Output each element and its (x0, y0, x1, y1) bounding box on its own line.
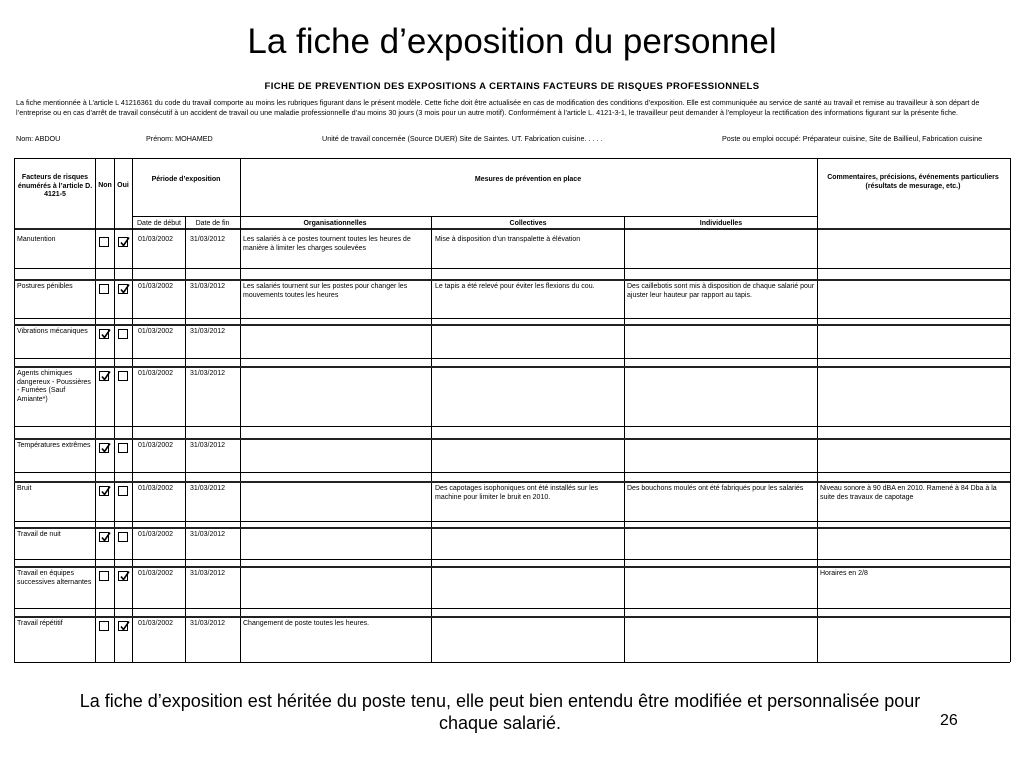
table-rule (95, 158, 96, 662)
table-rule (14, 358, 1010, 359)
checkbox-non[interactable] (99, 532, 109, 542)
table-rule (14, 616, 1010, 618)
row-facteur: Agents chimiques dangereux - Poussières - Fumées (Sauf Amiante*) (17, 370, 91, 403)
table-rule (132, 216, 817, 217)
table-rule (14, 559, 1010, 560)
slide-title: La fiche d’exposition du personnel (247, 22, 777, 61)
checkbox-non[interactable] (99, 621, 109, 631)
prenom-field: Prénom: MOHAMED (146, 134, 213, 143)
page-number: 26 (940, 712, 958, 729)
row-date-debut: 01/03/2002 (138, 283, 174, 290)
row-individuelles: Des caillebotis sont mis à disposition de chaque salarié pour ajuster leur hauteur par rapport au tapis. (627, 283, 815, 299)
table-rule (14, 472, 1010, 473)
row-organisationnelles: Les salariés à ce postes tournent toutes les heures de manière à limiter les charges soulevées (243, 236, 411, 252)
header-date-debut: Date de début (137, 220, 181, 227)
row-facteur: Travail de nuit (17, 531, 61, 538)
nom-field: Nom: ABDOU (16, 134, 61, 143)
row-commentaires: Niveau sonore à 90 dBA en 2010. Ramené à 84 Dba à la suite des travaux de capotage (820, 485, 997, 501)
checkbox-non[interactable] (99, 284, 109, 294)
row-date-fin: 31/03/2012 (190, 485, 226, 492)
row-date-fin: 31/03/2012 (190, 283, 226, 290)
checkbox-non[interactable] (99, 237, 109, 247)
form-title: FICHE DE PREVENTION DES EXPOSITIONS A CERTAINS FACTEURS DE RISQUES PROFESSIONNELS (264, 81, 760, 92)
table-rule (14, 521, 1010, 522)
row-date-fin: 31/03/2012 (190, 620, 226, 627)
row-date-fin: 31/03/2012 (190, 442, 226, 449)
row-organisationnelles: Changement de poste toutes les heures. (243, 620, 370, 627)
table-rule (14, 366, 1010, 368)
table-rule (14, 608, 1010, 609)
exposure-table (14, 158, 1010, 666)
checkbox-oui[interactable] (118, 486, 128, 496)
row-date-debut: 01/03/2002 (138, 370, 174, 377)
row-date-fin: 31/03/2012 (190, 531, 226, 538)
checkbox-non[interactable] (99, 486, 109, 496)
table-rule (14, 158, 15, 662)
header-non: Non (98, 182, 112, 189)
row-date-fin: 31/03/2012 (190, 370, 226, 377)
table-rule (817, 158, 818, 662)
row-date-fin: 31/03/2012 (190, 236, 226, 243)
row-individuelles: Des bouchons moulés ont été fabriqués pour les salariés (627, 485, 804, 492)
table-rule (14, 279, 1010, 281)
table-rule (114, 158, 115, 662)
table-rule (14, 426, 1010, 427)
row-date-fin: 31/03/2012 (190, 328, 226, 335)
header-commentaires: Commentaires, précisions, événements particuliers (résultats de mesurage, etc.) (827, 174, 999, 190)
row-facteur: Bruit (17, 485, 32, 492)
header-collectives: Collectives (509, 220, 547, 227)
header-date-fin: Date de fin (195, 220, 230, 227)
table-rule (14, 527, 1010, 529)
row-facteur: Vibrations mécaniques (17, 328, 88, 335)
checkbox-oui[interactable] (118, 571, 128, 581)
table-rule (240, 158, 241, 662)
checkbox-non[interactable] (99, 571, 109, 581)
row-date-debut: 01/03/2002 (138, 620, 174, 627)
header-mesures: Mesures de prévention en place (474, 176, 582, 183)
row-facteur: Températures extrêmes (17, 442, 91, 449)
header-oui: Oui (117, 182, 129, 189)
row-facteur: Travail répétitif (17, 620, 63, 627)
row-facteur: Postures pénibles (17, 283, 73, 290)
row-commentaires: Horaires en 2/8 (820, 570, 868, 577)
row-organisationnelles: Les salariés tournent sur les postes pour changer les mouvements toutes les heures (243, 283, 408, 299)
checkbox-non[interactable] (99, 329, 109, 339)
exposure-form (14, 78, 1010, 666)
checkbox-non[interactable] (99, 443, 109, 453)
table-rule (14, 158, 1010, 159)
row-date-debut: 01/03/2002 (138, 531, 174, 538)
row-date-debut: 01/03/2002 (138, 236, 174, 243)
checkbox-oui[interactable] (118, 621, 128, 631)
checkbox-oui[interactable] (118, 371, 128, 381)
unite-field: Unité de travail concernée (Source DUER) Site de Saintes. UT. Fabrication cuisine. . . . . (322, 134, 603, 143)
slide-footer: La fiche d’exposition est héritée du poste tenu, elle peut bien entendu être modifiée et personnalisée pour chaque salarié. (79, 691, 921, 733)
table-rule (14, 481, 1010, 483)
checkbox-oui[interactable] (118, 237, 128, 247)
row-date-debut: 01/03/2002 (138, 485, 174, 492)
header-periode: Période d’exposition (151, 176, 221, 183)
row-collectives: Mise à disposition d’un transpalette à élévation (435, 236, 581, 243)
table-rule (14, 324, 1010, 326)
table-rule (14, 268, 1010, 269)
table-rule (14, 566, 1010, 568)
row-facteur: Manutention (17, 236, 56, 243)
checkbox-oui[interactable] (118, 284, 128, 294)
table-rule (1010, 158, 1011, 662)
checkbox-oui[interactable] (118, 443, 128, 453)
row-date-debut: 01/03/2002 (138, 328, 174, 335)
table-rule (14, 662, 1010, 663)
table-rule (14, 318, 1010, 319)
table-rule (132, 158, 133, 662)
header-organisationnelles: Organisationnelles (303, 220, 367, 227)
row-date-fin: 31/03/2012 (190, 570, 226, 577)
table-rule (14, 438, 1010, 440)
checkbox-oui[interactable] (118, 329, 128, 339)
form-intro: La fiche mentionnée à L’article L 41216361 du code du travail comporte au moins les rubriques figurant dans le présent modèle. Cette fiche doit être actualisée en cas de modification des conditions d’exposition. Elle est communiquée au service de santé au travail et remise au travailleur à son départ de l’entreprise ou en cas d’arrêt de travail consécutif à un accident de travail ou une maladie professionnelle d’au moins 30 jours (3 mois pour un autre motif). Conformément à l’article L. 4121-3-1, le travailleur peut demander à l’employeur la rectification des informations figurant sur la présente fiche. (16, 98, 980, 117)
checkbox-oui[interactable] (118, 532, 128, 542)
row-collectives: Le tapis a été relevé pour éviter les flexions du cou. (435, 283, 595, 290)
poste-field: Poste ou emploi occupé: Préparateur cuisine, Site de Baillieul, Fabrication cuisine (722, 134, 983, 143)
header-facteurs: Facteurs de risques énumérés à l’article D. 4121-5 (17, 174, 93, 199)
table-rule (14, 228, 1010, 230)
row-facteur: Travail en équipes successives alternantes (17, 570, 92, 586)
checkbox-non[interactable] (99, 371, 109, 381)
row-collectives: Des capotages isophoniques ont été installés sur les machine pour limiter le bruit en 2010. (435, 485, 599, 501)
header-individuelles: Individuelles (699, 220, 743, 227)
row-date-debut: 01/03/2002 (138, 570, 174, 577)
row-date-debut: 01/03/2002 (138, 442, 174, 449)
